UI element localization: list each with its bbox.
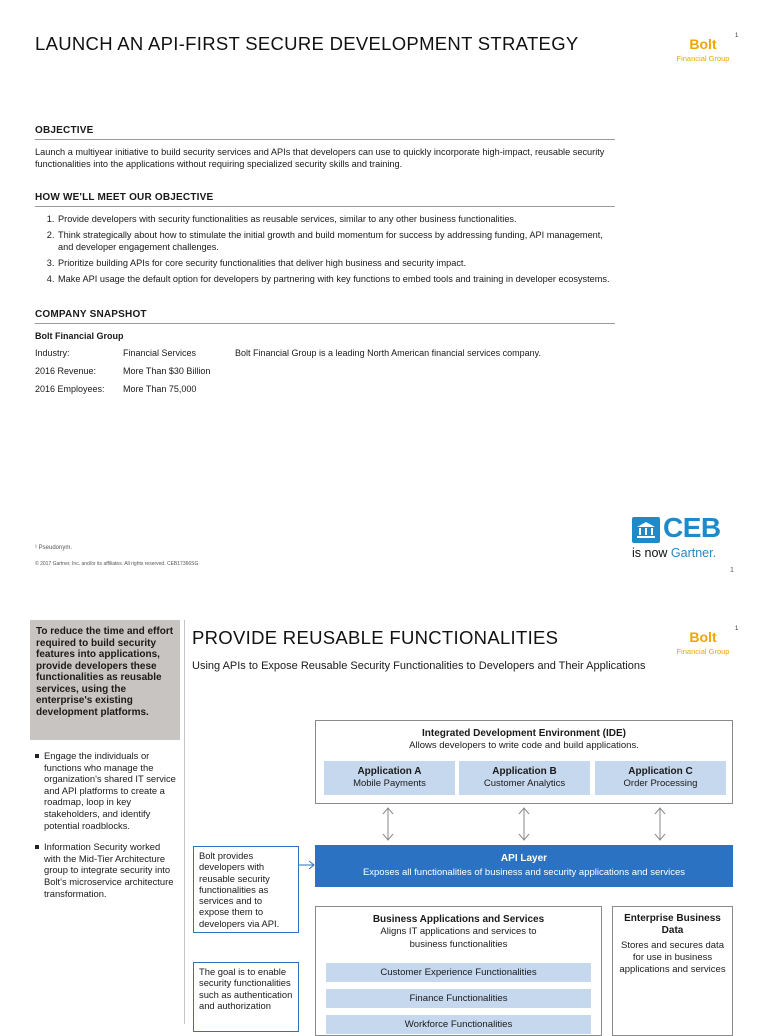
function-item: Workforce Functionalities <box>326 1015 591 1034</box>
divider <box>35 323 615 324</box>
ide-subtitle: Allows developers to write code and build applications. <box>409 740 639 751</box>
note-box: The goal is to enable security functionalities such as authentication and authorization <box>193 962 299 1032</box>
note-box: Bolt provides developers with reusable security functionalities as services and to expose them to developers via API. <box>193 846 299 933</box>
objective-heading: OBJECTIVE <box>35 125 94 136</box>
callout-box: To reduce the time and effort required to build security features into applications, provide developers these functionalities as reusable services, using the enterprise's existing development platforms. <box>30 620 180 740</box>
subtitle: Using APIs to Expose Reusable Security Functionalities to Developers and Their Applications <box>192 660 646 672</box>
app-name: Application B <box>492 766 557 777</box>
snapshot-label: Industry: <box>35 348 70 358</box>
list-item: 4. Make API usage the default option for developers by partnering with key functions to embed tools and training in developer ecosystems. <box>57 273 610 285</box>
how-heading: HOW WE'LL MEET OUR OBJECTIVE <box>35 192 214 203</box>
company-description: Bolt Financial Group is a leading North American financial services company. <box>235 348 541 358</box>
bank-icon <box>632 517 660 543</box>
bolt-logo-name: Bolt <box>689 36 717 52</box>
app-name: Application A <box>357 766 422 777</box>
bolt-logo-sub: Financial Group <box>676 647 730 656</box>
app-desc: Customer Analytics <box>483 778 566 789</box>
double-arrow-icon <box>650 806 670 842</box>
page-title: PROVIDE REUSABLE FUNCTIONALITIES <box>192 627 559 648</box>
ceb-wordmark: CEB <box>663 512 721 543</box>
application-c <box>595 761 726 795</box>
enterprise-data-box <box>612 906 733 1036</box>
copyright: © 2017 Gartner, Inc. and/or its affiliates. All rights reserved. CEB17366SG <box>35 561 199 567</box>
vertical-divider <box>184 620 185 1024</box>
ceb-gartner-logo <box>632 512 734 566</box>
enterprise-title: Enterprise Business Data <box>624 913 721 936</box>
objective-text: Launch a multiyear initiative to build security services and APIs that developers can use to quickly incorporate high-impact, reusable security functionalities into the applications without requiring specialized security skills and training. <box>35 147 605 169</box>
snapshot-label: 2016 Revenue: <box>35 366 97 376</box>
api-title: API Layer <box>500 853 548 864</box>
list-item: 3. Prioritize building APIs for core security functionalities that deliver high business and security impact. <box>57 257 610 269</box>
side-bullets <box>33 750 178 909</box>
gartner-wordmark: Gartner. <box>670 546 717 560</box>
snapshot-heading: COMPANY SNAPSHOT <box>35 309 147 320</box>
footnote-mark: 1 <box>735 626 739 632</box>
list-item: Information Security worked with the Mid-Tier Architecture group to integrate security into Bolt's microservice architecture transformation. <box>44 841 178 899</box>
snapshot-value: Financial Services <box>123 348 197 358</box>
business-subtitle: Aligns IT applications and services to business functionalities <box>380 926 537 950</box>
list-item: Engage the individuals or functions who manage the organization's shared IT service and API platforms to create a roadmap, loop in key stakeholders, and identify potential roadblocks. <box>44 750 178 831</box>
double-arrow-icon <box>378 806 398 842</box>
api-subtitle: Exposes all functionalities of business and security applications and services <box>362 867 686 878</box>
ide-title: Integrated Development Environment (IDE) <box>422 728 626 739</box>
divider <box>35 139 615 140</box>
app-name: Application C <box>628 766 693 777</box>
how-list <box>35 213 610 289</box>
divider <box>35 206 615 207</box>
application-a <box>324 761 455 795</box>
footnote-mark: 1 <box>735 33 739 39</box>
api-layer <box>315 845 733 887</box>
page-title: LAUNCH AN API-FIRST SECURE DEVELOPMENT STRATEGY <box>35 33 579 54</box>
ceb-tagline <box>632 546 716 560</box>
bolt-logo-name: Bolt <box>689 629 717 645</box>
app-desc: Order Processing <box>623 778 698 789</box>
company-name: Bolt Financial Group <box>35 331 124 341</box>
business-title: Business Applications and Services <box>372 914 545 925</box>
function-item: Finance Functionalities <box>326 989 591 1008</box>
snapshot-value: More Than $30 Billion <box>123 366 211 376</box>
function-item: Customer Experience Functionalities <box>326 963 591 982</box>
ide-box <box>315 720 733 804</box>
app-desc: Mobile Payments <box>353 778 426 789</box>
snapshot-value: More Than 75,000 <box>123 384 197 394</box>
list-item: 1. Provide developers with security functionalities as reusable services, similar to any other business functionalities. <box>57 213 610 225</box>
ceb-tagline-text: is now <box>632 546 668 560</box>
list-item: 2. Think strategically about how to stimulate the initial growth and build momentum for success by addressing funding, API management, and developer engagement challenges. <box>57 229 610 253</box>
business-apps-box <box>315 906 602 1036</box>
bolt-logo <box>668 630 738 656</box>
footnote: ¹ Pseudonym. <box>35 545 73 551</box>
enterprise-subtitle: Stores and secures data for use in business applications and services <box>619 940 726 975</box>
bolt-logo-sub: Financial Group <box>676 54 730 63</box>
arrow-right-icon <box>299 860 315 870</box>
bolt-logo <box>668 37 738 63</box>
snapshot-label: 2016 Employees: <box>35 384 105 394</box>
application-b <box>459 761 590 795</box>
page-number: 1 <box>730 567 734 574</box>
double-arrow-icon <box>514 806 534 842</box>
